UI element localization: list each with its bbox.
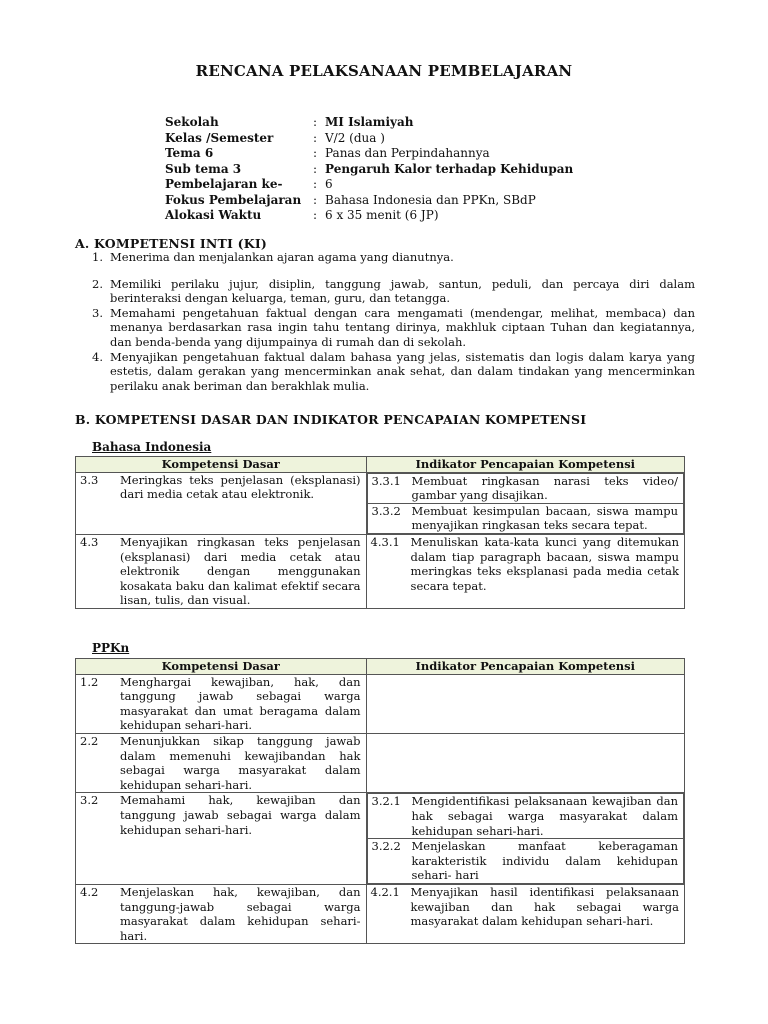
info-sep: :	[313, 130, 318, 145]
ki-text: Menyajikan pengetahuan faktual dalam bahasa yang jelas, sistematis dan logis dalam karya yang estetis, dalam gerakan yang mencerminkan anak sehat, dan dalam tindakan yang mencerminkan perilaku anak beriman dan berakhlak mulia.	[110, 349, 695, 393]
kd-text: Memahami hak, kewajiban dan tanggung jawab sebagai warga dalam kehidupan sehari-hari.	[120, 793, 361, 837]
kd-cell	[76, 733, 367, 792]
kd-number: 1.2	[80, 674, 99, 689]
info-sep: :	[313, 177, 318, 191]
info-sep: :	[313, 115, 318, 129]
kd-cell	[76, 534, 367, 608]
kd-number: 3.3	[80, 472, 99, 487]
info-key: Alokasi Waktu	[165, 208, 262, 222]
indicator-number: 3.3.2	[371, 503, 401, 518]
kd-cell	[76, 793, 367, 885]
kd-text: Menghargai kewajiban, hak, dan tanggung jawab sebagai warga masyarakat dan umat beragama dalam kehidupan sehari-hari.	[120, 674, 361, 733]
table-row	[76, 733, 685, 792]
indicator-number: 3.3.1	[371, 473, 401, 488]
info-value: Bahasa Indonesia dan PPKn, SBdP	[325, 192, 536, 207]
ki-item	[92, 250, 695, 265]
kd-number: 4.3	[80, 534, 99, 549]
info-value: Pengaruh Kalor terhadap Kehidupan	[325, 161, 574, 176]
indicator-text: Menyajikan hasil identifikasi pelaksanaan kewajiban dan hak sebagai warga masyarakat dalam kehidupan sehari-hari.	[410, 884, 679, 929]
kd-number: 4.2	[80, 884, 99, 899]
kd-text: Menyajikan ringkasan teks penjelasan (eksplanasi) dari media cetak atau elektronik dengan menggunakan kosakata baku dan kalimat efektif secara lisan, tulis, dan visual.	[120, 534, 361, 608]
bahasa-indonesia-table	[75, 456, 685, 609]
info-sep: :	[313, 146, 318, 160]
info-row	[165, 162, 573, 178]
section-a-heading: A. KOMPETENSI INTI (KI)	[75, 236, 267, 251]
indicator-number: 3.2.1	[371, 794, 401, 809]
kd-cell	[76, 472, 367, 534]
section-b-heading: B. KOMPETENSI DASAR DAN INDIKATOR PENCAPAIAN KOMPETENSI	[75, 412, 587, 427]
info-value: 6 x 35 menit (6 JP)	[325, 208, 439, 222]
info-row	[165, 131, 573, 147]
info-key: Kelas /Semester	[165, 130, 274, 145]
info-row	[165, 115, 573, 131]
indicator-text: Membuat kesimpulan bacaan, siswa mampu menyajikan ringkasan teks secara tepat.	[411, 503, 678, 533]
bahasa-indonesia-heading: Bahasa Indonesia	[92, 440, 212, 454]
table-header-row	[76, 659, 685, 675]
info-block	[165, 115, 573, 224]
kd-number: 3.2	[80, 793, 99, 808]
indicator-text: Mengidentifikasi pelaksanaan kewajiban dan hak sebagai warga masyarakat dalam kehidupan sehari-hari.	[411, 794, 678, 838]
info-value: MI Islamiyah	[325, 115, 414, 129]
info-key: Tema 6	[165, 146, 214, 160]
table-row	[76, 534, 685, 608]
info-key: Sub tema 3	[165, 161, 242, 176]
table-row	[76, 472, 685, 534]
info-key: Fokus Pembelajaran	[165, 192, 302, 207]
indicator-number: 4.3.1	[370, 534, 400, 549]
indicator-cell	[366, 674, 685, 733]
indicator-cell	[366, 793, 685, 885]
indicator-number: 4.2.1	[370, 884, 400, 899]
ppkn-heading: PPKn	[92, 641, 130, 655]
ki-item	[92, 306, 695, 350]
column-header-ipk: Indikator Pencapaian Kompetensi	[366, 457, 684, 473]
indicator-text: Membuat ringkasan narasi teks video/ gambar yang disajikan.	[411, 473, 678, 503]
indicator-text: Menuliskan kata-kata kunci yang ditemukan dalam tiap paragraph bacaan, siswa mampu meringkas teks eksplanasi pada media cetak secara tepat.	[410, 534, 679, 593]
indicator-cell	[366, 884, 685, 943]
ki-text: Memahami pengetahuan faktual dengan cara mengamati (mendengar, melihat, membaca) dan menanya berdasarkan rasa ingin tahu tentang dirinya, makhluk ciptaan Tuhan dan kegiatannya, dan benda-benda yang dijumpainya di rumah dan di sekolah.	[110, 305, 695, 349]
info-sep: :	[313, 208, 318, 222]
info-value: V/2 (dua )	[325, 130, 385, 145]
ki-text: Menerima dan menjalankan ajaran agama yang dianutnya.	[110, 250, 454, 264]
ki-number: 2.	[92, 276, 103, 291]
ki-number: 3.	[92, 305, 103, 320]
column-header-ipk: Indikator Pencapaian Kompetensi	[366, 659, 685, 675]
indicator-text: Menjelaskan manfaat keberagaman karakteristik individu dalam kehidupan sehari- hari	[411, 839, 678, 883]
info-key: Sekolah	[165, 115, 219, 129]
info-value: 6	[325, 177, 333, 191]
indicator-cell	[366, 472, 684, 534]
ki-item	[92, 277, 695, 306]
ki-item	[92, 350, 695, 394]
kd-text: Menunjukkan sikap tanggung jawab dalam memenuhi kewajibandan hak sebagai warga masyarakat dalam kehidupan sehari-hari.	[120, 733, 361, 792]
ki-list	[92, 250, 695, 393]
table-row	[76, 884, 685, 943]
kd-cell	[76, 674, 367, 733]
column-header-kd: Kompetensi Dasar	[76, 457, 367, 473]
ki-text: Memiliki perilaku jujur, disiplin, tanggung jawab, santun, peduli, dan percaya diri dalam berinteraksi dengan keluarga, teman, guru, dan tetangga.	[110, 276, 695, 306]
column-header-kd: Kompetensi Dasar	[76, 659, 367, 675]
info-row	[165, 208, 573, 224]
document-title: RENCANA PELAKSANAAN PEMBELAJARAN	[195, 62, 573, 80]
info-key: Pembelajaran ke-	[165, 177, 283, 191]
kd-text: Menjelaskan hak, kewajiban, dan tanggung-jawab sebagai warga masyarakat dalam kehidupan sehari-hari.	[120, 884, 361, 943]
info-value: Panas dan Perpindahannya	[325, 146, 490, 160]
ppkn-table	[75, 658, 685, 944]
indicator-cell	[366, 534, 684, 608]
kd-cell	[76, 884, 367, 943]
table-header-row	[76, 457, 685, 473]
indicator-number: 3.2.2	[371, 839, 401, 854]
info-row	[165, 177, 573, 193]
kd-text: Meringkas teks penjelasan (eksplanasi) dari media cetak atau elektronik.	[120, 472, 361, 502]
info-sep: :	[313, 192, 318, 207]
info-row	[165, 193, 573, 209]
info-row	[165, 146, 573, 162]
table-row	[76, 793, 685, 885]
ki-number: 4.	[92, 349, 103, 364]
table-row	[76, 674, 685, 733]
kd-number: 2.2	[80, 733, 99, 748]
info-sep: :	[313, 161, 318, 176]
indicator-cell	[366, 733, 685, 792]
ki-number: 1.	[92, 250, 103, 264]
